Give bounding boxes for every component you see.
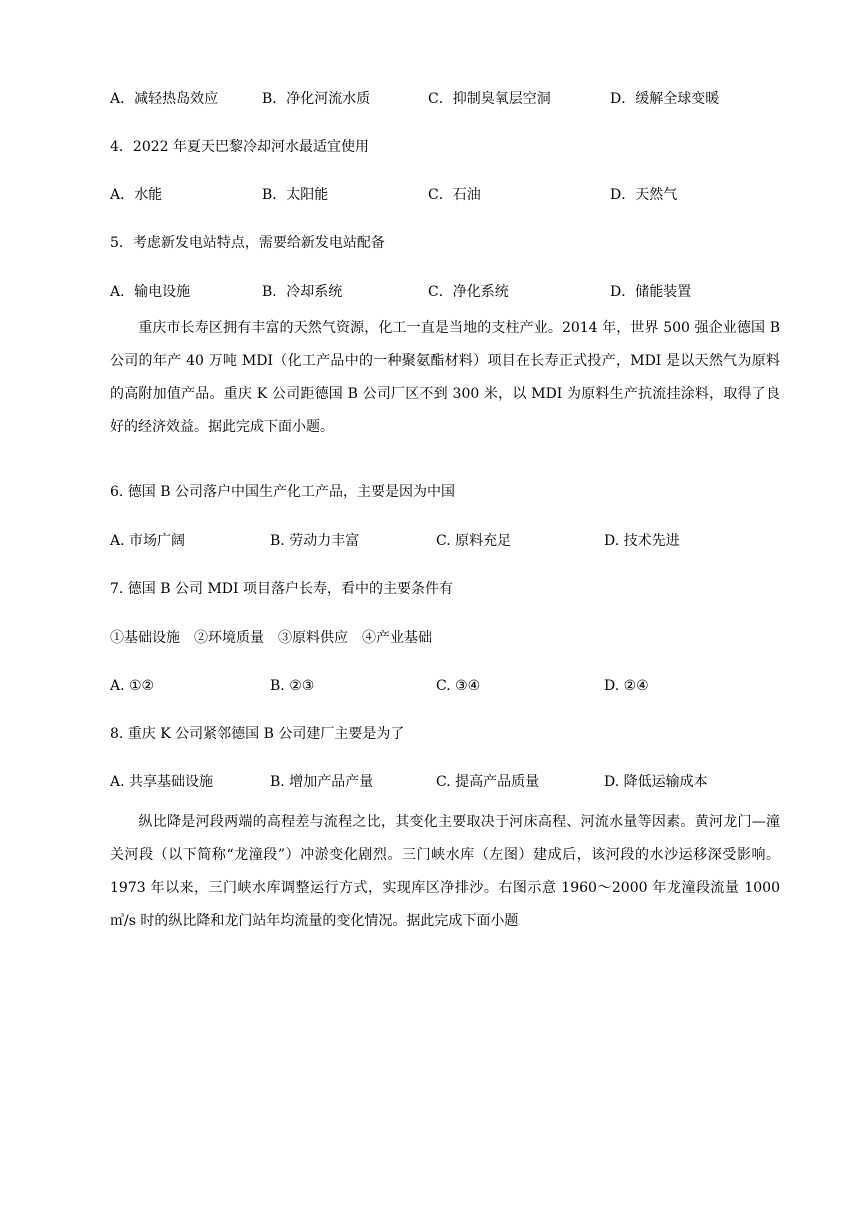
passage-chongqing-mdi — [110, 312, 780, 444]
q6-option-a: A. 市场广阔 — [110, 533, 186, 549]
question-8-stem: 8. 重庆 K 公司紧邻德国 B 公司建厂主要是为了 — [110, 726, 405, 742]
q7-option-c: C. ③④ — [436, 678, 481, 694]
q6-option-d: D. 技术先进 — [604, 533, 680, 549]
passage-2-text: 纵比降是河段两端的高程差与流程之比，其变化主要取决于河床高程、河流水量等因素。黄河龙门—潼关河段（以下简称“龙潼段”）冲淤变化剧烈。三门峡水库（左图）建成后，该河段的水沙运移深受影响。1973 年以来，三门峡水库调整运行方式，实现库区净排沙。右图示意 1960～2000 年龙潼段流量 1000㎥/s 时的纵比降和龙门站年均流量的变化情况。据此完成下面小题 — [110, 814, 780, 929]
q8-option-a: A. 共享基础设施 — [110, 774, 214, 790]
question-6-stem: 6. 德国 B 公司落户中国生产化工产品，主要是因为中国 — [110, 484, 455, 500]
q3-option-b: B．净化河流水质 — [262, 91, 371, 107]
q5-option-c: C．净化系统 — [428, 284, 509, 300]
question-4-stem: 4．2022 年夏天巴黎冷却河水最适宜使用 — [110, 139, 369, 155]
q3-option-c: C．抑制臭氧层空洞 — [428, 91, 551, 107]
q4-option-c: C．石油 — [428, 187, 481, 203]
q3-option-d: D．缓解全球变暖 — [610, 91, 720, 107]
q8-option-d: D. 降低运输成本 — [604, 774, 708, 790]
q7-option-b: B. ②③ — [270, 678, 315, 694]
question-7-conditions: ①基础设施 ②环境质量 ③原料供应 ④产业基础 — [110, 630, 432, 646]
q5-option-a: A．输电设施 — [110, 284, 191, 300]
q4-option-b: B．太阳能 — [262, 187, 329, 203]
q8-option-b: B. 增加产品产量 — [270, 774, 374, 790]
passage-yellow-river — [110, 806, 780, 938]
q4-option-d: D．天然气 — [610, 187, 678, 203]
q7-option-d: D. ②④ — [604, 678, 649, 694]
q5-option-d: D．储能装置 — [610, 284, 692, 300]
q5-option-b: B．冷却系统 — [262, 284, 343, 300]
q8-option-c: C. 提高产品质量 — [436, 774, 540, 790]
passage-1-text: 重庆市长寿区拥有丰富的天然气资源，化工一直是当地的支柱产业。2014 年，世界 500 强企业德国 B 公司的年产 40 万吨 MDI（化工产品中的一种聚氨酯材料）项目在长寿正式投产，MDI 是以天然气为原料的高附加值产品。重庆 K 公司距德国 B 公司厂区不到 300 米，以 MDI 为原料生产抗流挂涂料，取得了良好的经济效益。据此完成下面小题。 — [110, 320, 780, 435]
q7-option-a: A. ①② — [110, 678, 155, 694]
question-7-stem: 7. 德国 B 公司 MDI 项目落户长寿，看中的主要条件有 — [110, 581, 453, 597]
question-5-stem: 5．考虑新发电站特点，需要给新发电站配备 — [110, 235, 385, 251]
q6-option-c: C. 原料充足 — [436, 533, 512, 549]
q3-option-a: A．减轻热岛效应 — [110, 91, 219, 107]
q6-option-b: B. 劳动力丰富 — [270, 533, 360, 549]
q4-option-a: A．水能 — [110, 187, 163, 203]
